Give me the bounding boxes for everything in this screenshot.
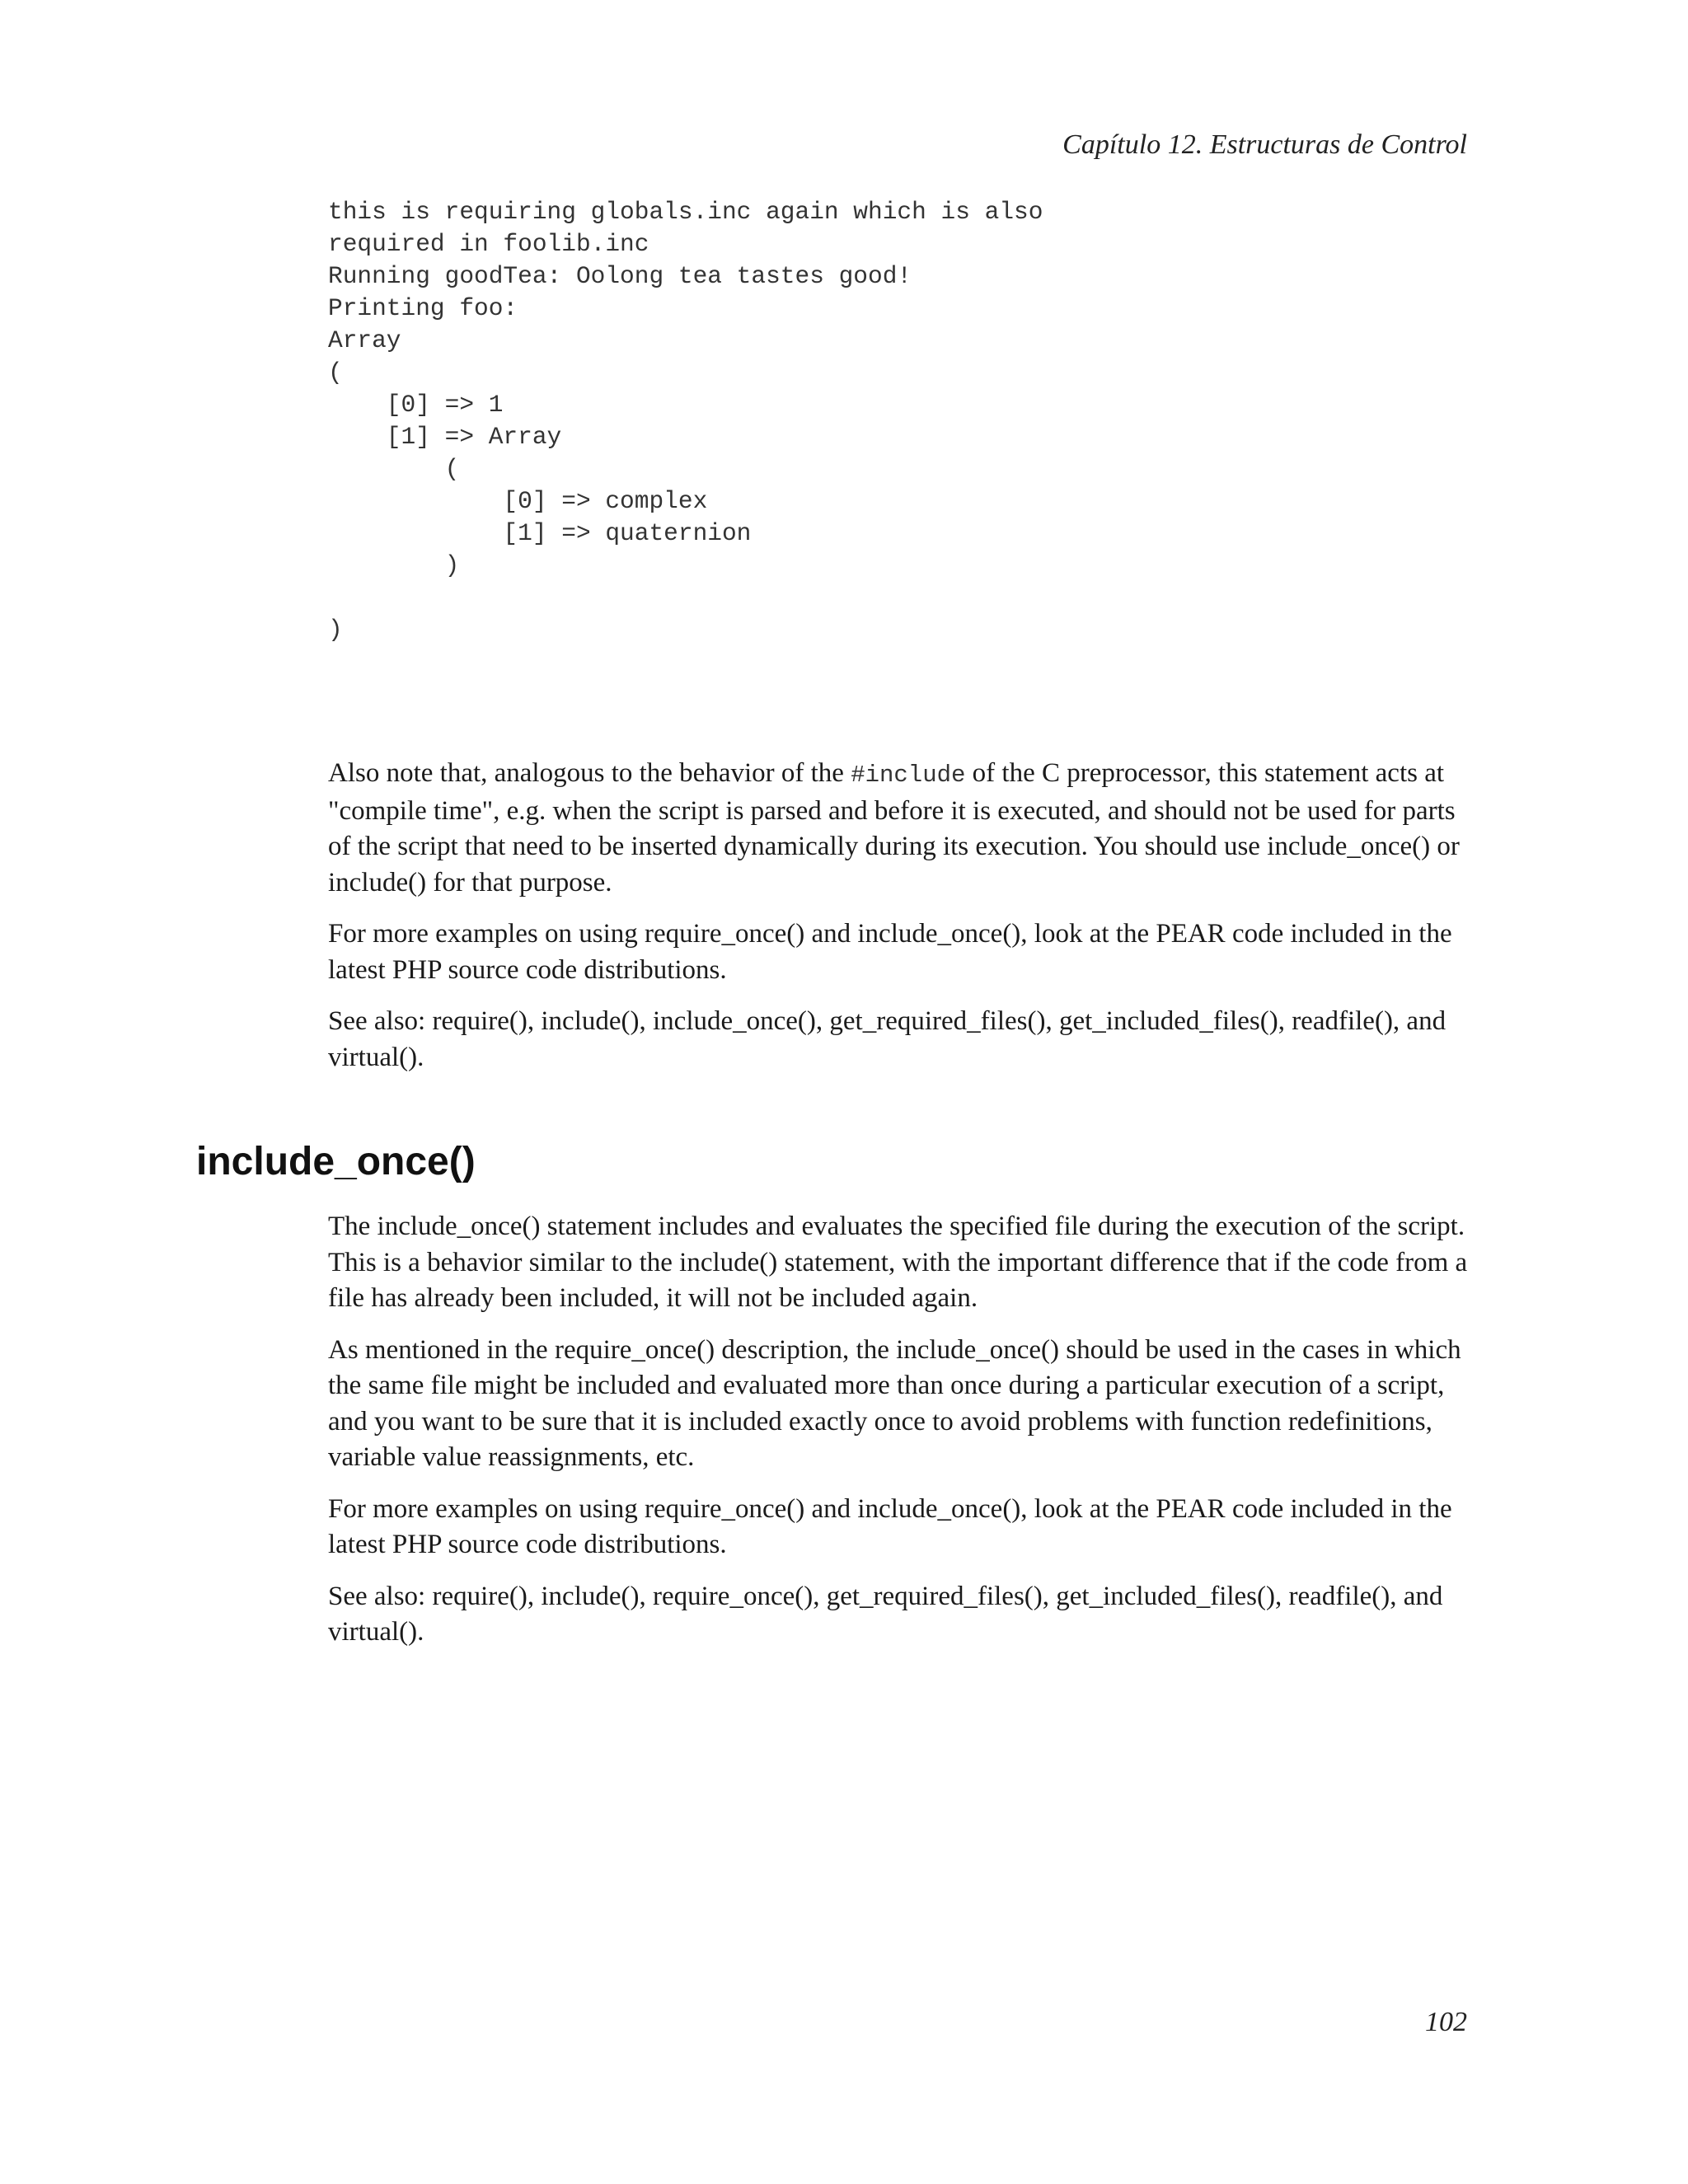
include-once-description: The include_once() statement includes and evaluates the specified file during the execution of the script. This is a behavior similar to the include() statement, with the important difference that if the code from a file has already been included, it will not be included again. [328, 1212, 1468, 1313]
paragraph-text: of the C preprocessor, this statement acts at "compile time", e.g. when the script is parsed and before it is executed, and should not be used for parts of the script that need to be inserted dynamically during its execution. You should use include_once() or include() for that purpose. [328, 758, 1460, 898]
pear-examples-paragraph: For more examples on using require_once() and include_once(), look at the PEAR code included in the latest PHP source code distributions. [328, 1493, 1452, 1559]
include-once-usage: As mentioned in the require_once() description, the include_once() should be used in the cases in which the same file might be included and evaluated more than once during a particular execution of a script, and you want to be sure that it is included exactly once to avoid problems with function redefinitions, variable value reassignments, etc. [328, 1334, 1461, 1472]
pear-examples-paragraph: For more examples on using require_once() and include_once(), look at the PEAR code included in the latest PHP source code distributions. [328, 919, 1452, 985]
see-also-paragraph: See also: require(), include(), include_once(), get_required_files(), get_included_files(), readfile(), and virtual(). [328, 1006, 1447, 1072]
code-output-block: this is requiring globals.inc again which is also required in foolib.inc Running goodTea: Oolong tea tastes good! Printing foo: Array ( [0] => 1 [1] => Array ( [0] => complex [1] => quaternion ) ) [328, 198, 1043, 644]
paragraph-text: Also note that, analogous to the behavior of the [328, 758, 851, 788]
include-once-section [328, 1209, 1482, 1666]
page-number: 102 [1425, 2007, 1467, 2037]
chapter-header: Capítulo 12. Estructuras de Control [1062, 129, 1467, 160]
see-also-paragraph: See also: require(), include(), require_once(), get_required_files(), get_included_files(), readfile(), and virtual(). [328, 1581, 1443, 1647]
section-heading-include-once: include_once() [196, 1140, 476, 1183]
require-once-notes [328, 756, 1482, 1091]
compile-time-paragraph [328, 756, 1482, 901]
inline-code-include: #include [851, 762, 966, 789]
